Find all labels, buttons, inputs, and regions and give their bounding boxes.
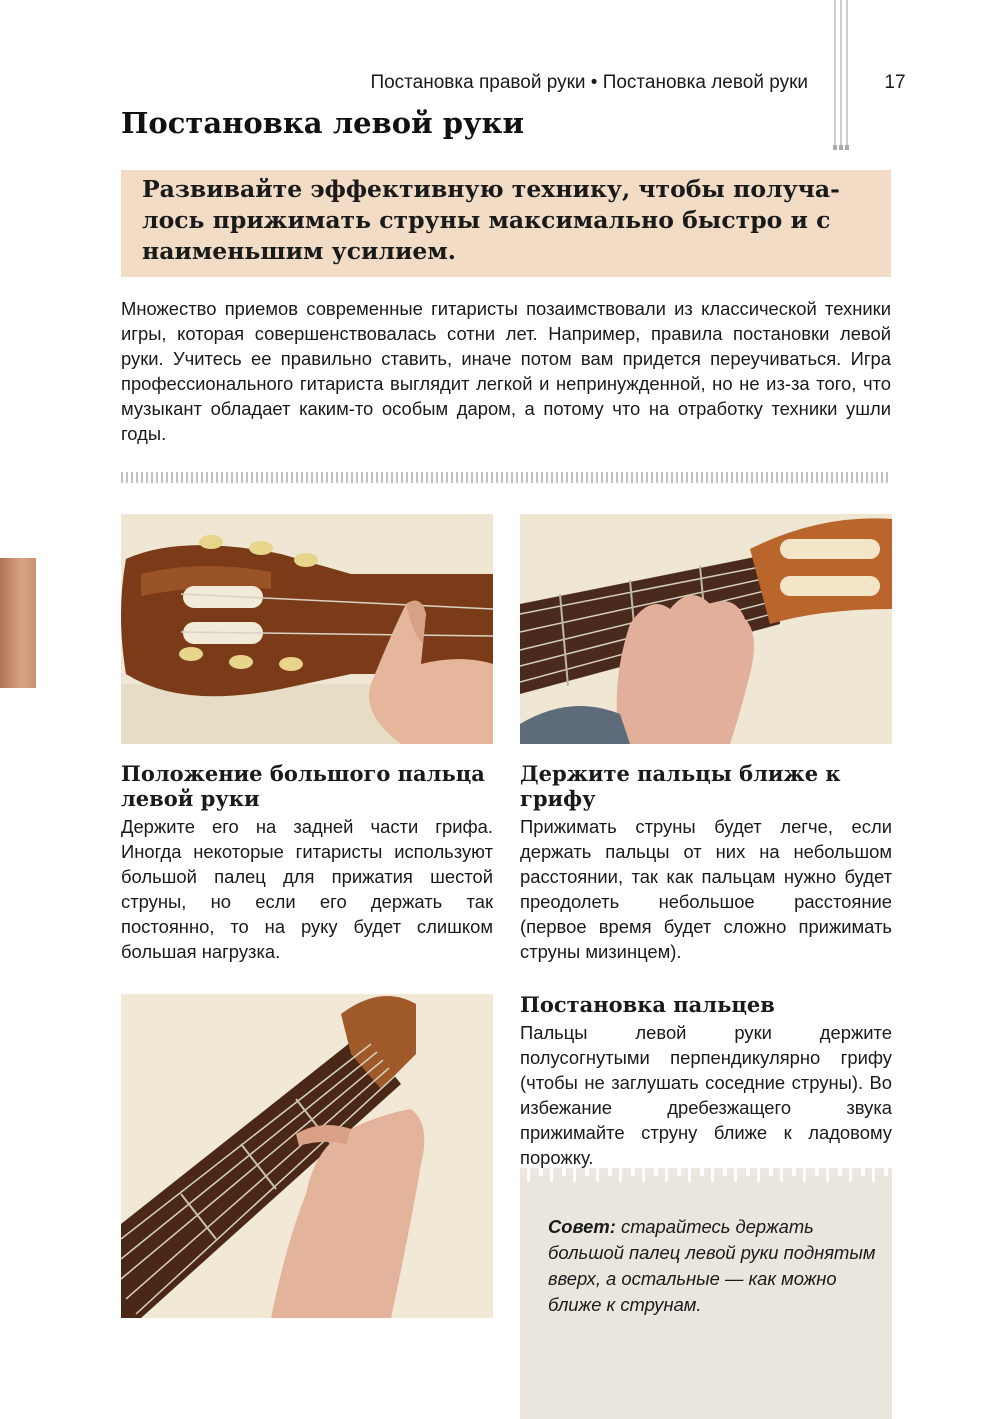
tip-label: Совет: xyxy=(548,1216,616,1237)
dotted-divider xyxy=(121,472,891,483)
intro-paragraph: Множество приемов современные гитаристы позаимствовали из классической техники игры, которая совершенствовалась сотни лет. Например, правила постановки левой руки. Учитесь ее правильно ставить, иначе потом вам придется переучиваться. Игра профессионального гитариста выглядит легкой и непринужденной, но не из-за того, что музыкант обладает каким-то особым даром, а потому что на отработку техники ушли годы. xyxy=(121,298,891,444)
section-title-finger-placement: Постановка пальцев xyxy=(520,992,775,1017)
section-text-fingers-close: Прижимать струны будет легче, если держать пальцы от них на небольшом расстоянии, так как пальцам нужно будет преодолеть небольшое расстояние (первое время будет сложно прижимать струны мизинцем). xyxy=(520,816,892,962)
section-text-thumb: Держите его на задней части грифа. Иногда некоторые гитаристы используют большой палец для прижатия шестой струны, но если его держать так постоянно, то на руку будет слишком большая нагрузка. xyxy=(121,816,493,962)
guitar-strings-decoration xyxy=(832,0,852,150)
running-head: Постановка правой руки • Постановка левой руки xyxy=(370,72,808,93)
tip-body: старайтесь держать большой палец левой руки поднятым вверх, а остальные — как можно ближе к струнам. xyxy=(548,1216,876,1315)
section-title-fingers-close: Держите пальцы ближе к грифу xyxy=(520,761,841,811)
edge-hand-photo-fragment xyxy=(0,558,36,688)
tip-text xyxy=(548,1214,878,1318)
section-title-thumb: Положение большого пальца левой руки xyxy=(121,761,485,811)
section-text-finger-placement: Пальцы левой руки держите полусогнутыми перпендикулярно грифу (чтобы не заглушать соседние струны). Во избежание дребезжащего звука прижимайте струну ближе к ладовому порожку. xyxy=(520,1022,892,1168)
lead-text: Развивайте эффективную технику, чтобы получалось прижимать струны максимально быстро и с наименьшим усилием. xyxy=(142,175,840,265)
photo-fingers-close xyxy=(520,514,892,744)
page-number: 17 xyxy=(884,72,906,93)
page-title: Постановка левой руки xyxy=(121,106,524,140)
photo-thumb-position xyxy=(121,514,493,744)
photo-finger-placement xyxy=(121,994,493,1318)
